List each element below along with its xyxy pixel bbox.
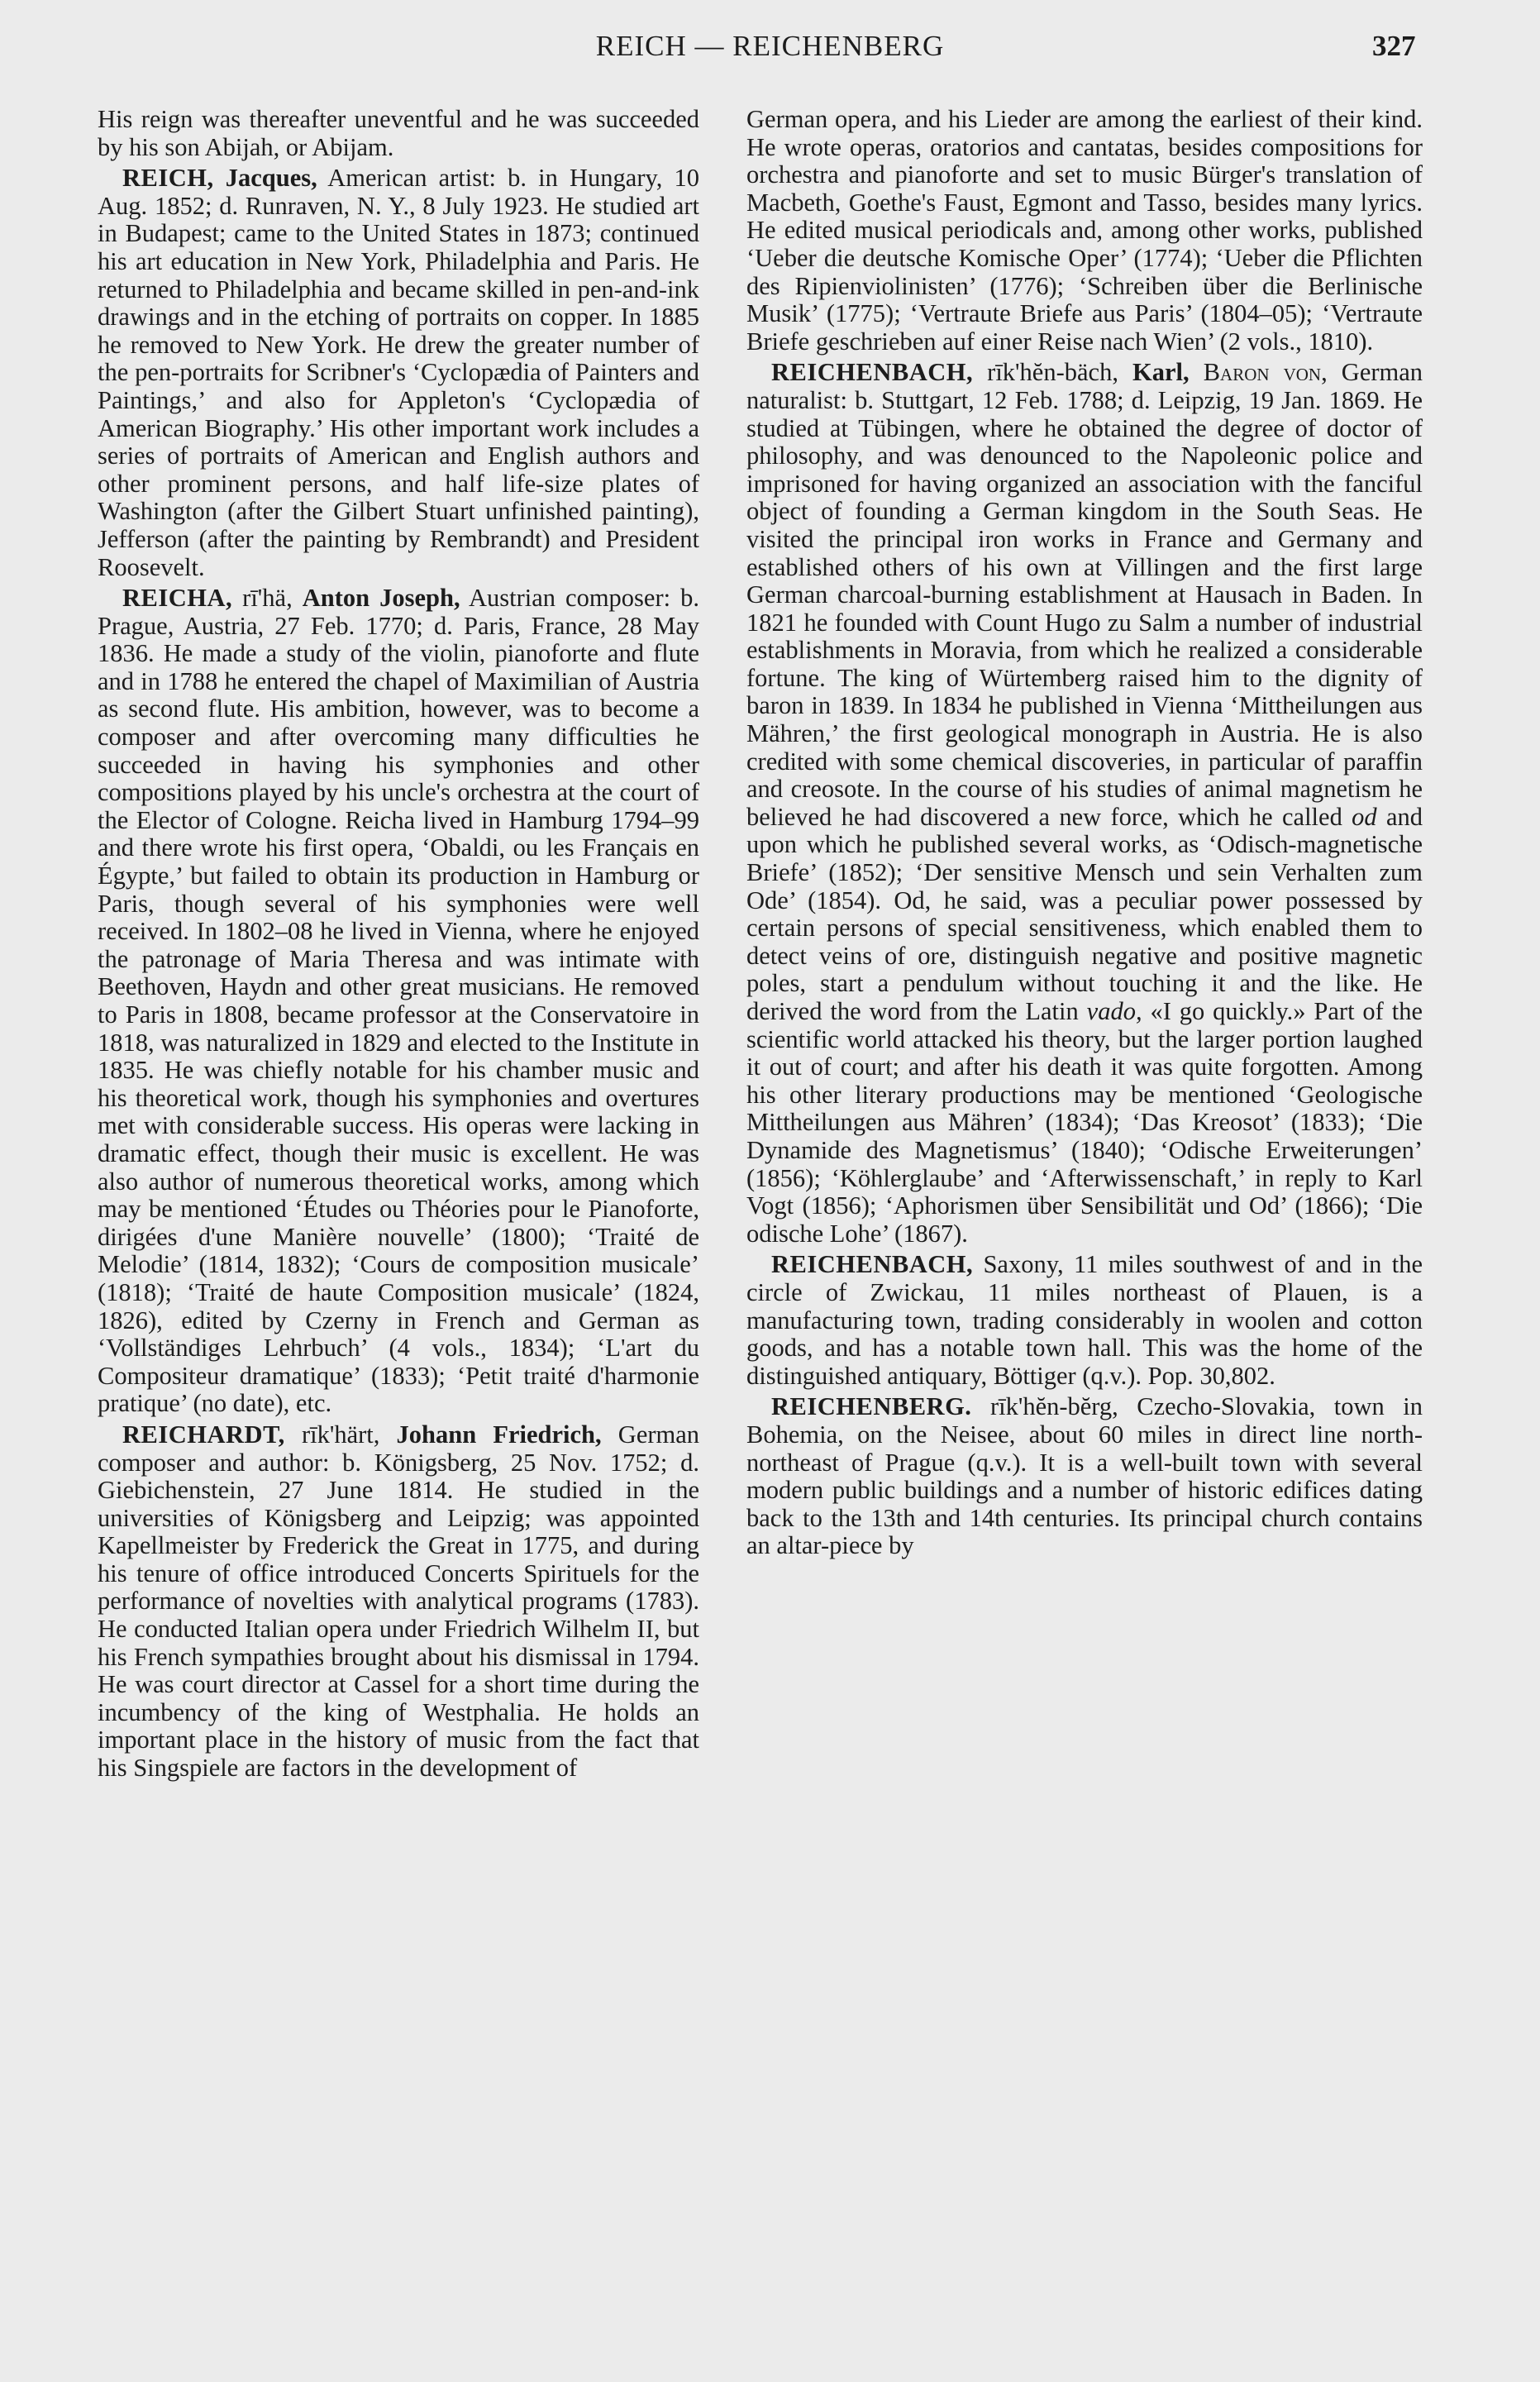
entry-name: Anton Joseph,	[302, 584, 460, 613]
headword: REICH,	[122, 164, 214, 193]
headword: REICHARDT,	[122, 1420, 285, 1449]
pronunciation: rī'hä,	[242, 584, 293, 613]
entry-body: Saxony, 11 miles southwest of and in the circle of Zwickau, 11 miles northeast of Plauen, is a manufacturing town, trading considerably in woolen and cotton goods, and has a notable town hall. This was the home of the distinguished antiquary, Böttiger (q.v.). Pop. 30,802.	[746, 1250, 1423, 1390]
entry-reichenbach-karl	[746, 359, 1423, 1248]
pronunciation: rīk'härt,	[301, 1420, 380, 1449]
headword: REICHENBERG.	[771, 1392, 972, 1421]
page-number: 327	[1372, 30, 1416, 62]
entry-reichenbach-saxony	[746, 1251, 1423, 1390]
noble-title: Baron von,	[1203, 358, 1328, 387]
entry-reichardt	[98, 1421, 699, 1783]
entry-name: Jacques,	[225, 164, 317, 193]
entry-body: Czecho-Slovakia, town in Bohemia, on the Neisee, about 60 miles in direct line north-northeast of Prague (q.v.). It is a well-built town with several modern public buildings and a number of historic edifices dating back to the 13th and 14th centuries. Its principal church contains an altar-piece by	[746, 1392, 1423, 1560]
entry-reicha	[98, 585, 699, 1418]
headword: REICHENBACH,	[771, 1250, 974, 1279]
entry-body: Austrian composer: b. Prague, Austria, 27 Feb. 1770; d. Paris, France, 28 May 1836. He made a study of the violin, pianoforte and flute and in 1788 he entered the chapel of Maximilian of Austria as second flute. His ambition, however, was to become a composer and after overcoming many difficulties he succeeded in having his symphonies and other compositions played by his uncle's orchestra at the court of the Elector of Cologne. Reicha lived in Hamburg 1794–99 and there wrote his first opera, ‘Obaldi, ou les Français en Égypte,’ but failed to obtain its production in Hamburg or Paris, though several of his symphonies were well received. In 1802–08 he lived in Vienna, where he enjoyed the patronage of Maria Theresa and was intimate with Beethoven, Haydn and other great musicians. He removed to Paris in 1808, became professor at the Conservatoire in 1818, was naturalized in 1829 and elected to the Institute in 1835. He was chiefly notable for his chamber music and his theoretical work, though his symphonies and overtures met with considerable success. His operas were lacking in dramatic effect, though their music is excellent. He was also author of numerous theoretical works, among which may be mentioned ‘Études ou Théories pour le Pianoforte, dirigées d'une Manière nouvelle’ (1800); ‘Traité de Melodie’ (1814, 1832); ‘Cours de composition musicale’ (1818); ‘Traité de haute Composition musicale’ (1824, 1826), edited by Czerny in French and German as ‘Vollständiges Lehrbuch’ (4 vols., 1834); ‘L'art du Compositeur dramatique’ (1833); ‘Petit traité d'harmonie pratique’ (no date), etc.	[98, 584, 699, 1418]
entry-name: Johann Friedrich,	[396, 1420, 602, 1449]
headword: REICHENBACH,	[771, 358, 974, 387]
entry-reich	[98, 165, 699, 581]
pronunciation: rīk'hĕn-bäch,	[987, 358, 1118, 387]
headword: REICHA,	[122, 584, 233, 613]
entry-body: American artist: b. in Hungary, 10 Aug. 1852; d. Runraven, N. Y., 8 July 1923. He studied art in Budapest; came to the United States in 1873; continued his art education in New York, Philadelphia and Paris. He returned to Philadelphia and became skilled in pen-and-ink drawings and in the etching of portraits on copper. In 1885 he removed to New York. He drew the greater number of the pen-portraits for Scribner's ‘Cyclopædia of Painters and Paintings,’ and also for Appleton's ‘Cyclopædia of American Biography.’ His other important work includes a series of portraits of American and English authors and other prominent persons, and half life-size plates of Washington (after the Gilbert Stuart unfinished painting), Jefferson (after the painting by Rembrandt) and President Roosevelt.	[98, 164, 699, 581]
entry-body: German composer and author: b. Königsberg, 25 Nov. 1752; d. Giebichenstein, 27 June 1814. He studied in the universities of Königsberg and Leipzig; was appointed Kapellmeister by Frederick the Great in 1775, and during his tenure of office introduced Concerts Spirituels for the performance of novelties with analytical programs (1783). He conducted Italian opera under Friedrich Wilhelm II, but his French sympathies brought about his dismissal in 1794. He was court director at Cassel for a short time during the incumbency of the king of Westphalia. He holds an important place in the history of music from the fact that his Singspiele are factors in the development of	[98, 1420, 700, 1783]
entry-body: German naturalist: b. Stuttgart, 12 Feb. 1788; d. Leipzig, 19 Jan. 1869. He studied at Tübingen, where he obtained the degree of doctor of philosophy, and was denounced to the Napoleonic police and imprisoned for having organized an association with the fanciful object of founding a German kingdom in the South Seas. He visited the principal iron works in France and Germany and established others of his own at Villingen and the first large German charcoal-burning establishment at Hausach in Baden. In 1821 he founded with Count Hugo zu Salm a number of industrial establishments in Moravia, from which he realized a considerable fortune. The king of Würtemberg raised him to the dignity of baron in 1839. In 1834 he published in Vienna ‘Mittheilungen aus Mähren,’ the first geological monograph in Austria. He is also credited with some chemical discoveries, in particular of paraffin and creosote. In the course of his studies of animal magnetism he believed he had discovered a new force, which he called	[746, 358, 1423, 831]
page-header	[0, 30, 1540, 71]
right-column	[746, 106, 1423, 1560]
pronunciation: rīk'hĕn-bĕrg,	[989, 1392, 1118, 1421]
continuation-text: German opera, and his Lieder are among the earliest of their kind. He wrote operas, oratorios and cantatas, besides compositions for orchestra and pianoforte and set to music Bürger's translation of Macbeth, Goethe's Faust, Egmont and Tasso, besides many lyrics. He edited musical periodicals and, among other works, published ‘Ueber die deutsche Komische Oper’ (1774); ‘Ueber die Pflichten des Ripienviolinisten’ (1776); ‘Schreiben über die Berlinische Musik’ (1775); ‘Vertraute Briefe aus Paris’ (1804–05); ‘Vertraute Briefe geschrieben auf einer Reise nach Wien’ (2 vols., 1810).	[746, 105, 1423, 356]
italic-term: vado,	[1086, 997, 1142, 1025]
italic-term: od	[1352, 802, 1377, 831]
continuation-text: His reign was thereafter uneventful and he was succeeded by his son Abijah, or Abijam.	[98, 105, 699, 161]
left-column	[98, 106, 699, 1783]
entry-body: «I go quickly.» Part of the scientific world attacked his theory, but the larger portion laughed it out of court; and after his death it was quite forgotten. Among his other literary productions may be mentioned ‘Geologische Mittheilungen aus Mähren’ (1834); ‘Das Kreosot’ (1833); ‘Die Dynamide des Magnetismus’ (1840); ‘Odische Erweiterungen’ (1856); ‘Köhlerglaube’ and ‘Afterwissenschaft,’ in reply to Karl Vogt (1856); ‘Aphorismen über Sensibilität und Od’ (1866); ‘Die odische Lohe’ (1867).	[746, 997, 1423, 1248]
running-title: REICH — REICHENBERG	[595, 30, 945, 62]
entry-reichenberg	[746, 1393, 1423, 1560]
entry-name: Karl,	[1132, 358, 1190, 387]
entry-body: and upon which he published several works, as ‘Odisch-magnetische Briefe’ (1852); ‘Der sensitive Mensch und sein Verhalten zum Ode’ (1854). Od, he said, was a peculiar power possessed by certain persons of special sensitiveness, which enabled them to detect veins of ore, distinguish negative and positive magnetic poles, start a pendulum without touching it and the like. He derived the word from the Latin	[746, 802, 1423, 1025]
